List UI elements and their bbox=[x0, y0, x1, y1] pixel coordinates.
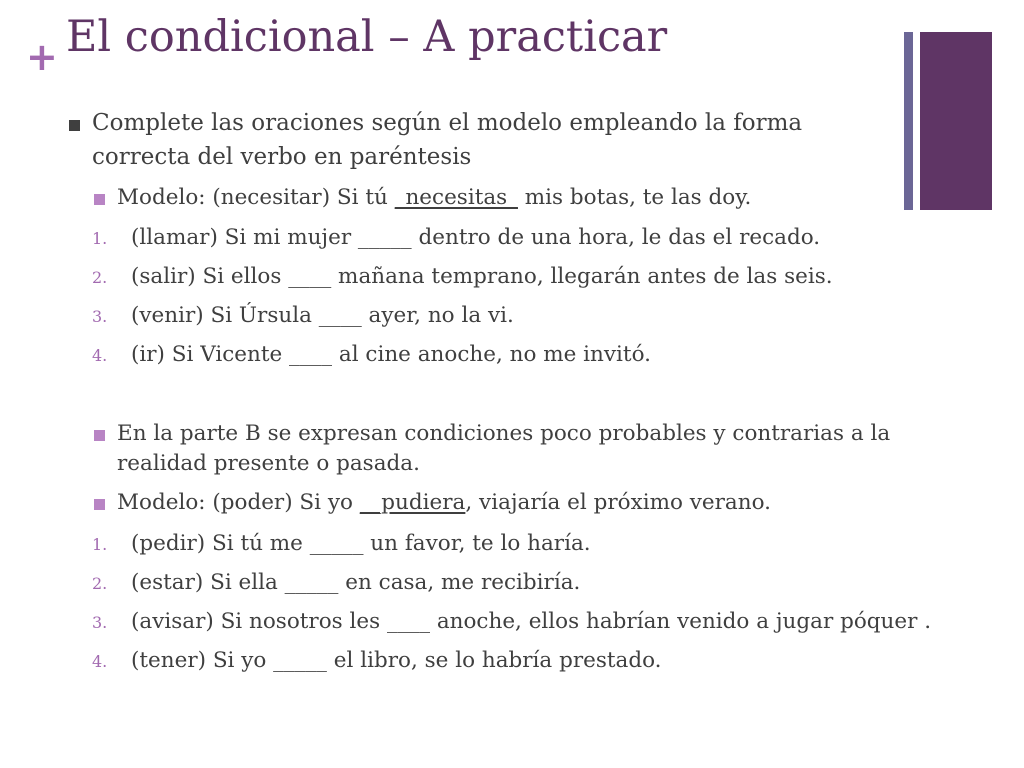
list-item: (llamar) Si mi mujer _____ dentro de una hora, le das el recado. bbox=[131, 225, 821, 250]
part-b-note-line-2: realidad presente o pasada. bbox=[117, 451, 420, 476]
part-b-model bbox=[117, 486, 771, 520]
slide-title: El condicional – A practicar bbox=[66, 12, 668, 62]
bullet-square-icon bbox=[69, 120, 80, 131]
model-prefix: Modelo: (necesitar) Si tú bbox=[117, 185, 395, 210]
list-item: (pedir) Si tú me _____ un favor, te lo haría. bbox=[131, 531, 591, 556]
list-number: 2. bbox=[92, 268, 108, 287]
list-number: 3. bbox=[92, 307, 108, 326]
list-number: 2. bbox=[92, 574, 108, 593]
bullet-square-icon bbox=[94, 430, 105, 441]
list-item: (tener) Si yo _____ el libro, se lo habría prestado. bbox=[131, 648, 662, 673]
list-number: 1. bbox=[92, 535, 108, 554]
model-suffix: , viajaría el próximo verano. bbox=[465, 490, 771, 515]
list-item: (salir) Si ellos ____ mañana temprano, llegarán antes de las seis. bbox=[131, 264, 833, 289]
part-a-model bbox=[117, 181, 751, 215]
list-item: (estar) Si ella _____ en casa, me recibiría. bbox=[131, 570, 581, 595]
model-answer: _necesitas_ bbox=[394, 185, 518, 210]
bullet-square-icon bbox=[94, 194, 105, 205]
bullet-square-icon bbox=[94, 499, 105, 510]
list-item: (ir) Si Vicente ____ al cine anoche, no me invitó. bbox=[131, 342, 651, 367]
list-item: (avisar) Si nosotros les ____ anoche, ellos habrían venido a jugar póquer . bbox=[131, 609, 932, 634]
part-b-note-line-1: En la parte B se expresan condiciones poco probables y contrarias a la bbox=[117, 421, 891, 446]
model-prefix: Modelo: (poder) Si yo bbox=[117, 490, 360, 515]
model-suffix: mis botas, te las doy. bbox=[517, 185, 752, 210]
list-item: (venir) Si Úrsula ____ ayer, no la vi. bbox=[131, 303, 514, 328]
list-number: 4. bbox=[92, 652, 108, 671]
list-number: 1. bbox=[92, 229, 108, 248]
instruction-line-1: Complete las oraciones según el modelo empleando la forma bbox=[92, 110, 803, 136]
instruction-line-2: correcta del verbo en paréntesis bbox=[92, 144, 472, 170]
model-answer: __pudiera bbox=[359, 490, 466, 515]
list-number: 4. bbox=[92, 346, 108, 365]
plus-icon: + bbox=[26, 35, 58, 79]
list-number: 3. bbox=[92, 613, 108, 632]
